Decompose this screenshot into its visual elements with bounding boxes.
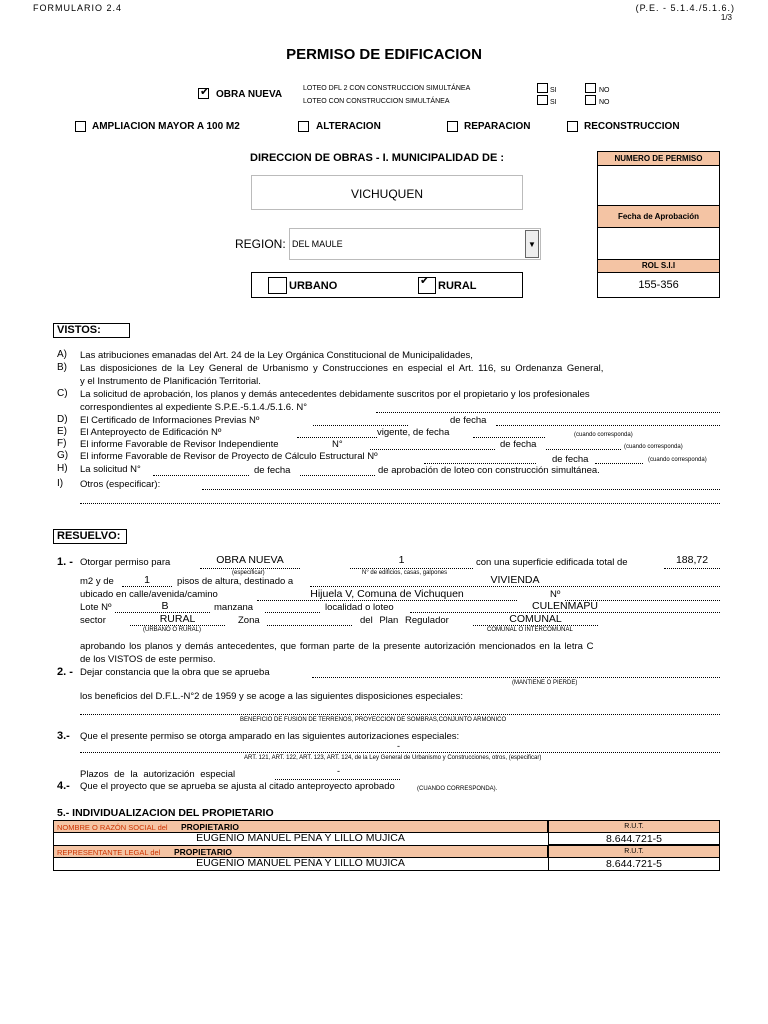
municipio-field[interactable]: [251, 175, 523, 210]
autorizaciones-field[interactable]: [80, 752, 720, 753]
de-fecha-label: de fecha: [450, 415, 487, 426]
vistos-key: F): [57, 438, 67, 449]
de-fecha-label: de fecha: [552, 454, 589, 465]
pisos-label: pisos de altura, destinado a: [177, 576, 294, 587]
vistos-text: El Anteproyecto de Edificación Nº: [80, 427, 222, 438]
otorgar-label: Otorgar permiso para: [80, 557, 171, 568]
calculo-date-field[interactable]: [595, 463, 643, 464]
constancia-text: Dejar constancia que la obra que se aprueba: [80, 667, 270, 678]
region-value: DEL MAULE: [292, 239, 343, 249]
vistos-key: A): [57, 349, 67, 360]
m2-label: m2 y de: [80, 576, 114, 587]
autorizaciones-text: Que el presente permiso se otorga amparado en las siguientes autorizaciones especiales:: [80, 731, 460, 742]
superficie-field[interactable]: [664, 568, 720, 569]
reconstruccion-checkbox[interactable]: [567, 121, 578, 132]
destino-field[interactable]: [310, 586, 720, 587]
reparacion-label: REPARACION: [464, 121, 531, 132]
sector-value: RURAL: [159, 613, 196, 625]
tipo-value: OBRA NUEVA: [216, 554, 284, 566]
rep-rut-header-cell: R.U.T.: [548, 845, 720, 858]
superficie-label: con una superficie edificada total de: [476, 557, 628, 568]
alteracion-checkbox[interactable]: [298, 121, 309, 132]
region-select[interactable]: [289, 228, 541, 260]
pisos-field[interactable]: [122, 586, 172, 587]
zona-label: Zona: [238, 615, 260, 626]
fecha-aprobacion-label: Fecha de Aprobación: [597, 205, 720, 228]
plan-label: del Plan Regulador: [360, 615, 449, 626]
vistos-key: C): [57, 388, 68, 399]
nombre-header-label-b: PROPIETARIO: [181, 822, 239, 832]
vistos-key: B): [57, 362, 67, 373]
urbano-checkbox[interactable]: [268, 277, 287, 294]
cip-number-field[interactable]: [313, 425, 408, 426]
rol-value[interactable]: 155-356: [638, 279, 679, 291]
ampliacion-label: AMPLIACION MAYOR A 100 M2: [92, 121, 240, 132]
vistos-key: E): [57, 426, 67, 437]
zona-field[interactable]: [267, 625, 352, 626]
edificios-field[interactable]: [350, 568, 473, 569]
vistos-text: Las disposiciones de la Ley General de Urbanismo y Construcciones en especial el Art. 116, su Ordenanza General,: [80, 363, 604, 374]
vistos-text: Las atribuciones emanadas del Art. 24 de la Ley Orgánica Constitucional de Municipalidades,: [80, 350, 473, 361]
loteo-no-checkbox[interactable]: [585, 95, 596, 105]
resuelvo-1-number: 1. -: [57, 556, 73, 568]
mantiene-note: (MANTIENE O PIERDE): [512, 680, 578, 686]
vistos-text: La solicitud de aprobación, los planos y demás antecedentes debidamente suscritos por el propietario y los profesionales: [80, 389, 590, 400]
anteproyecto-text: Que el proyecto que se aprueba se ajusta al citado anteproyecto aprobado: [80, 781, 395, 792]
edificios-note: N° de edificios, casas, galpones: [362, 570, 448, 576]
vistos-text: El informe Favorable de Revisor de Proyecto de Cálculo Estructural Nº: [80, 451, 378, 462]
resuelvo-3-number: 3.-: [57, 730, 70, 742]
vistos-text: La solicitud N°: [80, 464, 141, 475]
localidad-value: CULENMAPU: [532, 600, 598, 612]
vistos-text: Otros (especificar):: [80, 479, 161, 490]
comunal-note: COMUNAL O INTERCOMUNAL: [487, 627, 573, 633]
autorizaciones-value: -: [397, 741, 400, 751]
representante-rut[interactable]: 8.644.721-5: [605, 858, 663, 870]
si-label: SI: [550, 99, 557, 106]
aprobando-text-2: de los VISTOS de este permiso.: [80, 654, 216, 665]
obra-nueva-label: OBRA NUEVA: [216, 89, 283, 100]
beneficio-field[interactable]: [80, 714, 720, 715]
vistos-key: D): [57, 414, 68, 425]
anteproyecto-date-field[interactable]: [473, 437, 545, 438]
n-label: N°: [332, 439, 343, 450]
solicitud-number-field[interactable]: [153, 475, 249, 476]
rep-header-label: REPRESENTANTE LEGAL del: [57, 848, 161, 857]
manzana-field[interactable]: [265, 612, 320, 613]
rol-label: ROL S.I.I: [597, 259, 720, 273]
sector-field[interactable]: [130, 625, 225, 626]
beneficio-note: BENEFICIO DE FUSION DE TERRENOS, PROYECCION DE SOMBRAS,CONJUNTO ARMONICO: [240, 717, 507, 723]
numero-permiso-label: NUMERO DE PERMISO: [597, 151, 720, 166]
cip-date-field[interactable]: [496, 425, 720, 426]
plan-field[interactable]: [473, 625, 598, 626]
vistos-text: correspondientes al expediente S.P.E.-5.1.4./5.1.6. N°: [80, 402, 308, 413]
direccion-label: DIRECCION DE OBRAS - I. MUNICIPALIDAD DE :: [250, 152, 505, 164]
rut-header-cell: R.U.T.: [548, 820, 720, 833]
si-label: SI: [550, 87, 557, 94]
plan-value: COMUNAL: [509, 613, 562, 625]
resuelvo-4-number: 4.-: [57, 780, 70, 792]
resuelvo-2-number: 2. -: [57, 666, 73, 678]
numero-label: Nº: [550, 589, 561, 600]
loteo-dfl2-no-checkbox[interactable]: [585, 83, 596, 93]
form-id: FORMULARIO 2.4: [33, 3, 123, 13]
localidad-field[interactable]: [410, 612, 720, 613]
resuelvo-heading: RESUELVO:: [53, 529, 127, 544]
otros-field-2[interactable]: [80, 503, 720, 504]
plazos-label: Plazos de la autorización especial: [80, 769, 236, 780]
mantiene-field[interactable]: [312, 677, 720, 678]
area-type-box: [251, 272, 523, 298]
aprobando-text: aprobando los planos y demás antecedentes, que forman parte de la presente autorización mencionados en la letra C: [80, 641, 594, 652]
representante-name[interactable]: EUGENIO MANUEL PEÑA Y LILLO MUJICA: [196, 857, 405, 869]
edificios-value: 1: [398, 554, 405, 566]
lote-value: B: [161, 600, 169, 612]
autorizaciones-note: ART. 121, ART. 122, ART. 123, ART. 124, de la Ley General de Urbanismo y Construcciones, otros, (especificar): [244, 755, 542, 761]
vistos-text: El Certificado de Informaciones Previas Nº: [80, 415, 260, 426]
nombre-header-label: NOMBRE O RAZÓN SOCIAL del: [57, 823, 168, 832]
municipio-value: VICHUQUEN: [350, 187, 423, 201]
urbano-label: URBANO: [289, 280, 338, 292]
calle-value: Hijuela V, Comuna de Vichuquen: [310, 588, 464, 600]
propietario-name[interactable]: EUGENIO MANUEL PEÑA Y LILLO MUJICA: [196, 832, 405, 844]
rural-checkbox[interactable]: [418, 277, 436, 294]
aprob-loteo-label: de aprobación de loteo con construcción simultánea.: [378, 465, 600, 476]
revisor-number-field[interactable]: [370, 449, 495, 450]
vigente-label: vigente, de fecha: [377, 427, 450, 438]
vistos-text: y el Instrumento de Planificación Territorial.: [80, 376, 261, 387]
destino-value: VIVIENDA: [490, 574, 540, 586]
de-fecha-label: de fecha: [500, 439, 537, 450]
expediente-field[interactable]: [376, 412, 720, 413]
especificar-note: (especificar): [232, 570, 265, 576]
vistos-heading: VISTOS:: [53, 323, 130, 338]
ampliacion-checkbox[interactable]: [75, 121, 86, 132]
page-title: PERMISO DE EDIFICACION: [286, 46, 482, 63]
anteproyecto-note: (CUANDO CORRESPONDA).: [417, 786, 498, 792]
plazos-value: -: [337, 766, 340, 776]
cuando-note: (cuando corresponda): [574, 432, 633, 438]
lote-label: Lote Nº: [80, 602, 112, 613]
alteracion-label: ALTERACION: [316, 121, 381, 132]
reparacion-checkbox[interactable]: [447, 121, 458, 132]
rural-label: RURAL: [438, 280, 477, 292]
pisos-value: 1: [144, 574, 150, 586]
solicitud-date-field[interactable]: [300, 475, 375, 476]
beneficios-text: los beneficios del D.F.L.-N°2 de 1959 y se acoge a las siguientes disposiciones especiales:: [80, 691, 463, 702]
vistos-key: I): [57, 478, 64, 489]
propietario-rut[interactable]: 8.644.721-5: [605, 833, 663, 845]
propietario-heading: 5.- INDIVIDUALIZACION DEL PROPIETARIO: [57, 807, 274, 819]
form-ref: (P.E. - 5.1.4./5.1.6.): [635, 3, 735, 13]
cuando-note: (cuando corresponda): [648, 457, 707, 463]
rep-header-label-b: PROPIETARIO: [174, 847, 232, 857]
vistos-key: G): [57, 450, 69, 461]
loteo-si-checkbox[interactable]: [537, 95, 548, 105]
revisor-date-field[interactable]: [546, 449, 621, 450]
sector-label: sector: [80, 615, 106, 626]
superficie-value: 188,72: [675, 554, 709, 566]
reconstruccion-label: RECONSTRUCCION: [584, 121, 680, 132]
calculo-number-field[interactable]: [424, 463, 536, 464]
chevron-down-icon[interactable]: ▼: [525, 230, 539, 258]
ubicado-label: ubicado en calle/avenida/camino: [80, 589, 218, 600]
loteo-dfl2-label: LOTEO DFL 2 CON CONSTRUCCION SIMULTÁNEA: [303, 85, 471, 92]
anteproyecto-number-field[interactable]: [297, 437, 377, 438]
no-label: NO: [599, 99, 610, 106]
otros-field[interactable]: [202, 489, 720, 490]
vistos-text: El informe Favorable de Revisor Independiente: [80, 439, 279, 450]
loteo-label: LOTEO CON CONSTRUCCION SIMULTÁNEA: [303, 98, 450, 105]
plazos-field[interactable]: [275, 779, 400, 780]
manzana-label: manzana: [214, 602, 254, 613]
no-label: NO: [599, 87, 610, 94]
localidad-label: localidad o loteo: [325, 602, 394, 613]
region-label: REGION:: [235, 237, 286, 251]
cuando-note: (cuando corresponda): [624, 444, 683, 450]
de-fecha-label: de fecha: [254, 465, 291, 476]
vistos-key: H): [57, 463, 68, 474]
page-number: 1/3: [720, 13, 732, 22]
obra-nueva-checkbox[interactable]: [198, 88, 209, 99]
loteo-dfl2-si-checkbox[interactable]: [537, 83, 548, 93]
tipo-field[interactable]: [200, 568, 300, 569]
urbano-rural-note: (URBANO O RURAL): [143, 627, 202, 633]
